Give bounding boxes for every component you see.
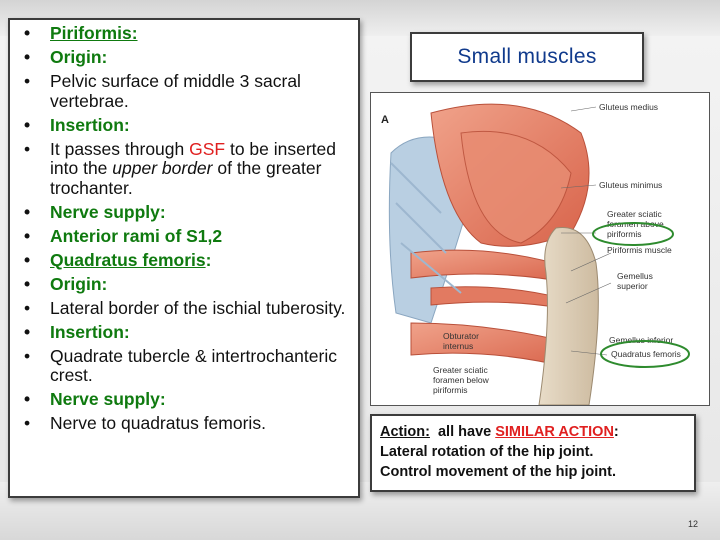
action-line-2: Lateral rotation of the hip joint. xyxy=(380,444,594,460)
bullet-nerve-2: • Nerve supply: xyxy=(18,390,354,410)
label-gemellus-1: Gemellus xyxy=(617,271,653,281)
bullet-list xyxy=(18,24,354,438)
label-gsf-above-3: piriformis xyxy=(607,229,642,239)
label-gemellus-2: superior xyxy=(617,281,648,291)
hip-muscles-illustration xyxy=(371,93,709,405)
bullet-nerve-2-text: • Nerve to quadratus femoris. xyxy=(18,414,354,434)
label-gemellus-inferior: Gemellus inferior xyxy=(609,335,674,345)
bullet-quadratus: • Quadratus femoris: xyxy=(18,251,354,271)
gsf-text: GSF xyxy=(189,138,226,159)
label-gsf-below-3: piriformis xyxy=(433,385,468,395)
gemellus-muscle xyxy=(431,287,561,308)
bullet-insertion-1: • Insertion: xyxy=(18,116,354,136)
slide-number: 12 xyxy=(688,519,699,529)
title-text: Small muscles xyxy=(457,45,597,68)
title-box xyxy=(410,32,644,82)
action-line-1: Action: all have SIMILAR ACTION: xyxy=(380,424,619,440)
bullet-insertion-2: • Insertion: xyxy=(18,323,354,343)
bullet-nerve-1-text: • Anterior rami of S1,2 xyxy=(18,227,354,247)
bullet-insertion-2-text: • Quadrate tubercle & intertrochanteric crest. xyxy=(18,347,354,386)
bullet-origin-2-text: • Lateral border of the ischial tuberosity. xyxy=(18,299,354,319)
label-gluteus-minimus: Gluteus minimus xyxy=(599,180,663,190)
panel-letter: A xyxy=(381,114,389,126)
label-gluteus-medius: Gluteus medius xyxy=(599,102,659,112)
label-gsf-below-1: Greater sciatic xyxy=(433,365,488,375)
label-gsf-below-2: foramen below xyxy=(433,375,489,385)
label-obturator-2: internus xyxy=(443,341,474,351)
bullet-origin-2: • Origin: xyxy=(18,275,354,295)
bullet-origin-1-text: • Pelvic surface of middle 3 sacral vertebrae. xyxy=(18,72,354,111)
quadratus-colon: : xyxy=(205,249,212,270)
label-obturator-1: Obturator xyxy=(443,331,479,341)
action-label: Action: xyxy=(380,424,430,440)
text-panel xyxy=(8,18,360,498)
femur-bone xyxy=(539,227,598,405)
label-gsf-above-1: Greater sciatic xyxy=(607,209,662,219)
bullet-origin-1: • Origin: xyxy=(18,48,354,68)
bullet-nerve-1: • Nerve supply: xyxy=(18,203,354,223)
label-gsf-above-2: foramen above xyxy=(607,219,664,229)
label-quadratus-femoris: Quadratus femoris xyxy=(611,349,681,359)
bullet-piriformis: • Piriformis: xyxy=(18,24,354,44)
label-piriformis-muscle: Piriformis muscle xyxy=(607,245,672,255)
action-box xyxy=(370,414,696,492)
bullet-insertion-1-text: • It passes through GSF to be inserted into the upper border of the greater trochanter. xyxy=(18,140,354,199)
similar-action-text: SIMILAR ACTION xyxy=(495,424,614,440)
anatomy-figure xyxy=(370,92,710,406)
action-line-3: Control movement of the hip joint. xyxy=(380,464,617,480)
